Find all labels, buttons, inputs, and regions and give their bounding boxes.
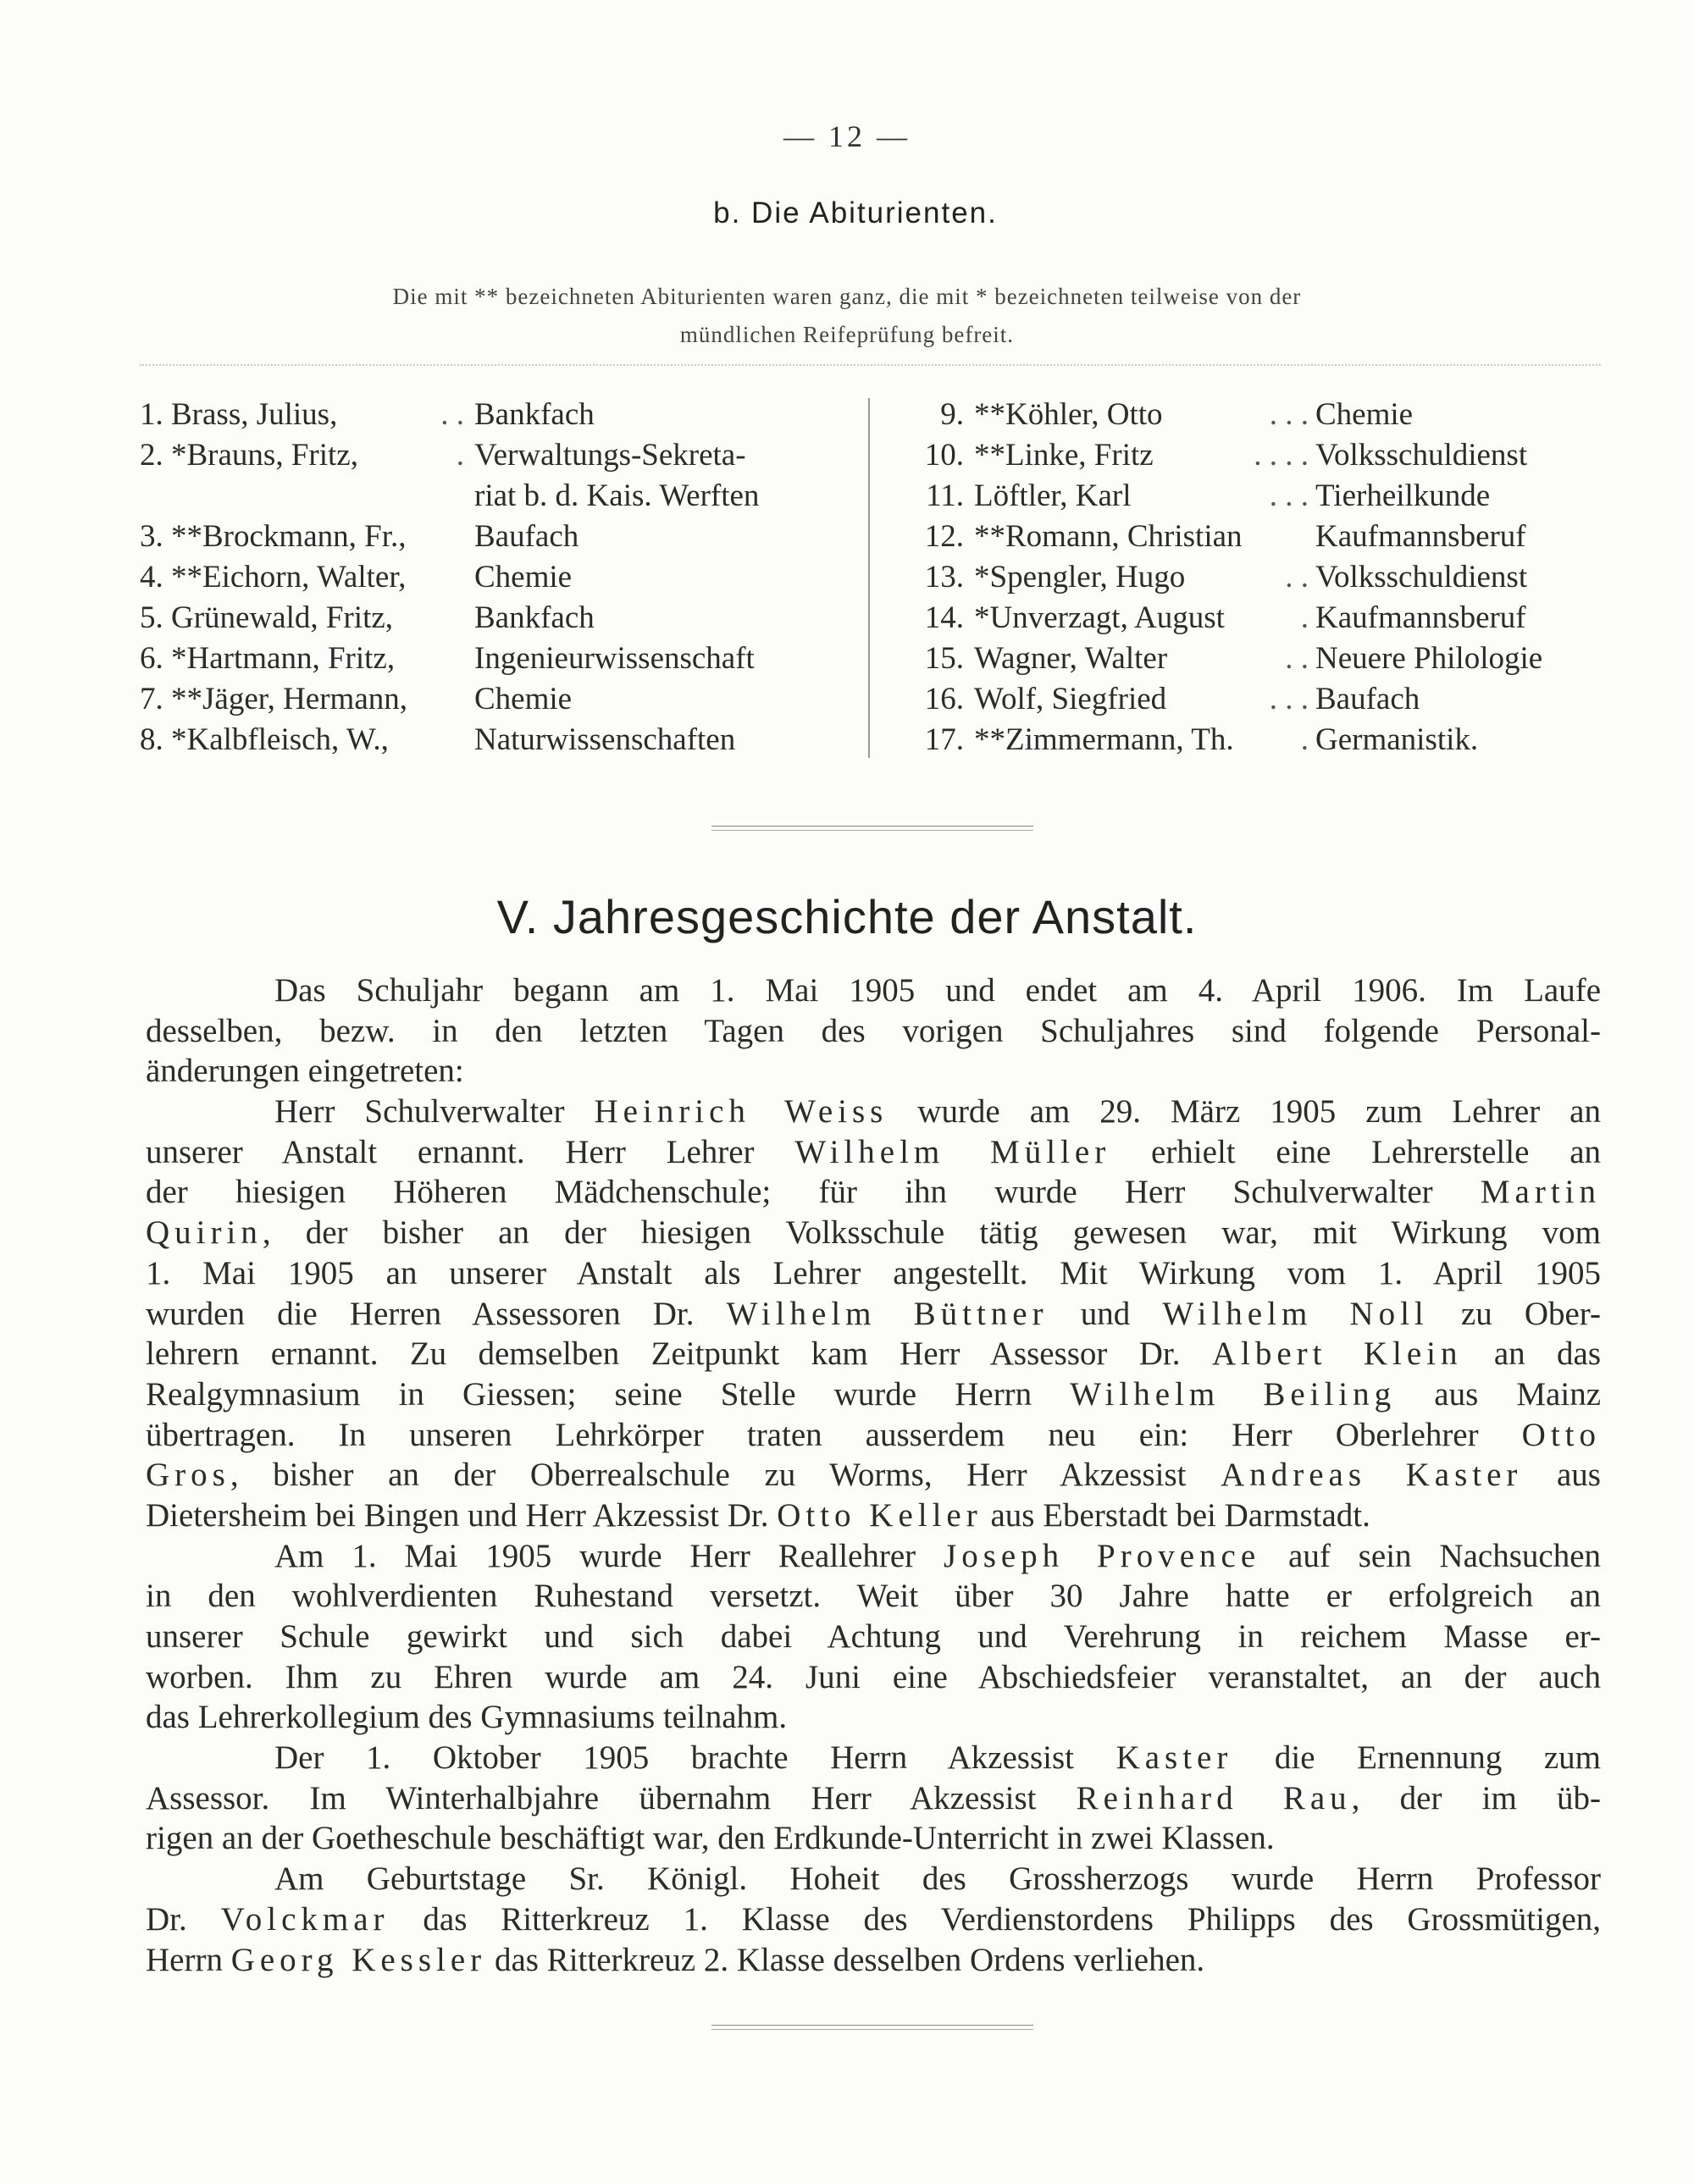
student-name: Wagner, Walter [974,641,1168,676]
column-divider [868,398,870,758]
text-line [146,1536,1601,1577]
dot-leader: . . [1285,560,1309,594]
text-line [146,1455,1601,1496]
student-number: 14. [924,600,964,635]
text-segment: rigen an der Goetheschule beschäftigt war, den Erdkunde-Unterricht in zwei Klassen. [146,1820,1275,1857]
emphasized-name: Reinhard Rau [1076,1779,1352,1816]
student-subject: Baufach [1315,682,1420,716]
text-segment: Das Schuljahr begann am 1. Mai 1905 und endet am 4. April 1906. Im Laufe [274,972,1601,1009]
dot-leader: . . . . [1254,438,1309,473]
student-number: 12. [924,519,964,554]
student-subject: Kaufmannsberuf [1315,600,1526,635]
dot-leader: . . [1285,641,1309,676]
dot-leader: . [456,438,464,473]
text-segment: das Ritterkreuz 2. Klasse desselben Ordens verliehen. [486,1941,1205,1978]
text-segment: unserer Anstalt ernannt. Herr Lehrer [146,1133,795,1170]
emphasized-name: Otto [1521,1416,1601,1453]
emphasized-name: Gros [146,1457,230,1494]
emphasized-name: Quirin [146,1214,263,1252]
student-name: 5. Grünewald, Fritz, [140,600,394,635]
emphasized-name: Heinrich Weiss [594,1093,889,1131]
student-name: 1. Brass, Julius, [140,397,338,432]
student-name: 8. *Kalbfleisch, W., [140,722,389,757]
page-number: — 12 — [783,119,911,153]
student-name: **Romann, Christian [974,519,1243,554]
text-segment: zu Ober- [1428,1295,1601,1332]
emphasized-name: Albert Klein [1211,1335,1463,1373]
text-line [146,1374,1601,1415]
text-line [146,1940,1601,1981]
text-segment: aus Mainz [1396,1375,1602,1413]
text-segment: wurde am 29. März 1905 zum Lehrer an [888,1093,1601,1131]
text-segment: aus [1522,1457,1601,1494]
emphasized-name: Otto Keller [777,1496,983,1534]
student-name: Löftler, Karl [974,478,1132,513]
text-segment: an das [1462,1335,1601,1373]
text-segment: erhielt eine Lehrerstelle an [1110,1133,1602,1170]
student-name: **Zimmermann, Th. [974,722,1234,757]
text-segment: Der 1. Oktober 1905 brachte Herrn Akzessist [274,1739,1116,1777]
student-subject: Tierheilkunde [1315,478,1491,513]
student-number: 15. [924,641,964,676]
emphasized-name: Wilhelm Noll [1162,1295,1429,1332]
student-subject: Ingenieurwissenschaft [474,641,755,676]
student-subject: Verwaltungs-Sekreta- [474,438,746,473]
dot-leader: . . . [1269,397,1309,432]
emphasized-name: Joseph Provence [944,1537,1261,1574]
text-segment: unserer Schule gewirkt und sich dabei Achtung und Verehrung in reichem Masse er- [146,1618,1601,1655]
text-line [146,1617,1601,1657]
section-v-title: V. Jahresgeschichte der Anstalt. [496,890,1198,943]
text-segment: und [1048,1295,1163,1332]
student-name: *Spengler, Hugo [974,560,1186,594]
text-line [146,1334,1601,1374]
text-segment: Realgymnasium in Giessen; seine Stelle wurde Herrn [146,1375,1071,1413]
text-segment: desselben, bezw. in den letzten Tagen des vorigen Schuljahres sind folgende Personal- [146,1012,1601,1049]
student-subject: Bankfach [474,397,595,432]
student-subject: Chemie [474,560,573,594]
student-name: **Köhler, Otto [974,397,1163,432]
section-b-title: b. Die Abiturienten. [713,196,998,229]
text-line [146,1899,1601,1940]
student-number: 9. [940,397,964,432]
student-name: **Linke, Fritz [974,438,1154,473]
text-line [146,1011,1601,1052]
text-segment: lehrern ernannt. Zu demselben Zeitpunkt kam Herr Assessor Dr. [146,1335,1212,1373]
student-subject-continued: riat b. d. Kais. Werften [474,478,760,513]
text-line [146,1092,1601,1132]
student-number: 13. [924,560,964,594]
student-number: 17. [924,722,964,757]
student-name: *Unverzagt, August [974,600,1225,635]
dot-leader: . [1300,600,1309,635]
emphasized-name: Volckmar [220,1900,390,1938]
text-line [146,1778,1601,1819]
emphasized-name: Georg Kessler [230,1941,487,1978]
student-name: 7. **Jäger, Hermann, [140,682,407,716]
text-segment: Herrn [146,1941,231,1978]
emphasized-name: Wilhelm Müller [794,1133,1111,1170]
text-segment: , der bisher an der hiesigen Volksschule tätig gewesen war, mit Wirkung vom [262,1214,1601,1252]
text-segment: das Ritterkreuz 1. Klasse des Verdienstordens Philipps des Grossmütigen, [389,1900,1602,1938]
text-segment: übertragen. In unseren Lehrkörper traten ausserdem neu ein: Herr Oberlehrer [146,1416,1522,1453]
dot-leader: . [1300,722,1309,757]
text-segment: Dietersheim bei Bingen und Herr Akzessist Dr. [146,1496,778,1534]
emphasized-name: Wilhelm Beiling [1070,1375,1397,1413]
exemption-note-line-1: Die mit ** bezeichneten Abiturienten waren ganz, die mit * bezeichneten teilweise von der [392,284,1302,309]
dotted-divider [140,364,1601,366]
annual-history-text [146,970,1601,1980]
text-line [146,1818,1601,1859]
dot-leader: . . . [1269,682,1309,716]
text-segment: 1. Mai 1905 an unserer Anstalt als Lehrer angestellt. Mit Wirkung vom 1. April 1905 [146,1254,1601,1291]
student-number: 16. [924,682,964,716]
text-segment: , bisher an der Oberrealschule zu Worms, Herr Akzessist [230,1457,1221,1494]
text-line [146,1697,1601,1738]
student-subject: Chemie [474,682,573,716]
exemption-note-line-2: mündlichen Reifeprüfung befreit. [679,322,1015,347]
student-number: 10. [924,438,964,473]
student-name: 3. **Brockmann, Fr., [140,519,407,554]
text-segment: Assessor. Im Winterhalbjahre übernahm Herr Akzessist [146,1779,1077,1816]
emphasized-name: Andreas Kaster [1221,1457,1523,1494]
end-separator [711,2025,1033,2030]
text-segment: auf sein Nachsuchen [1260,1537,1601,1574]
text-line [146,1294,1601,1335]
text-line [146,1415,1601,1456]
student-subject: Kaufmannsberuf [1315,519,1526,554]
dot-leader: . . . [1269,478,1309,513]
text-line [146,1496,1601,1536]
emphasized-name: Wilhelm Büttner [726,1295,1049,1332]
text-segment: die Ernennung zum [1232,1739,1601,1777]
student-name: 2. *Brauns, Fritz, [140,438,358,473]
section-separator [711,826,1033,831]
text-segment: in den wohlverdienten Ruhestand versetzt. Weit über 30 Jahre hatte er erfolgreich an [146,1578,1601,1615]
text-segment: worben. Ihm zu Ehren wurde am 24. Juni eine Abschiedsfeier veranstaltet, an der auch [146,1658,1601,1695]
text-segment: Am 1. Mai 1905 wurde Herr Reallehrer [274,1537,944,1574]
text-line [146,1657,1601,1698]
text-line [146,1576,1601,1617]
emphasized-name: Kaster [1115,1739,1233,1777]
text-segment: Am Geburtstage Sr. Königl. Hoheit des Grossherzogs wurde Herrn Professor [274,1861,1601,1898]
text-segment: wurden die Herren Assessoren Dr. [146,1295,727,1332]
student-subject: Baufach [474,519,579,554]
text-segment: , der im üb- [1351,1779,1602,1816]
text-line [146,1738,1601,1778]
text-segment: Herr Schulverwalter [274,1093,595,1131]
text-segment: das Lehrerkollegium des Gymnasiums teilnahm. [146,1699,788,1736]
student-subject: Volksschuldienst [1315,560,1528,594]
text-line [146,1859,1601,1899]
text-segment: änderungen eingetreten: [146,1053,464,1090]
student-subject: Chemie [1315,397,1414,432]
student-subject: Germanistik. [1315,722,1479,757]
student-name: Wolf, Siegfried [974,682,1167,716]
text-line [146,970,1601,1011]
text-segment: aus Eberstadt bei Darmstadt. [982,1496,1370,1534]
text-segment: der hiesigen Höheren Mädchenschule; für ihn wurde Herr Schulverwalter [146,1174,1481,1211]
student-subject: Naturwissenschaften [474,722,736,757]
student-subject: Volksschuldienst [1315,438,1528,473]
dot-leader: . . [440,397,464,432]
text-line [146,1213,1601,1253]
text-line [146,1172,1601,1213]
student-name: 4. **Eichorn, Walter, [140,560,407,594]
emphasized-name: Martin [1480,1174,1601,1211]
student-subject: Bankfach [474,600,595,635]
text-line [146,1051,1601,1092]
text-line [146,1253,1601,1294]
student-subject: Neuere Philologie [1315,641,1543,676]
student-name: 6. *Hartmann, Fritz, [140,641,396,676]
text-line [146,1132,1601,1173]
text-segment: Dr. [146,1900,221,1938]
student-number: 11. [926,478,964,513]
